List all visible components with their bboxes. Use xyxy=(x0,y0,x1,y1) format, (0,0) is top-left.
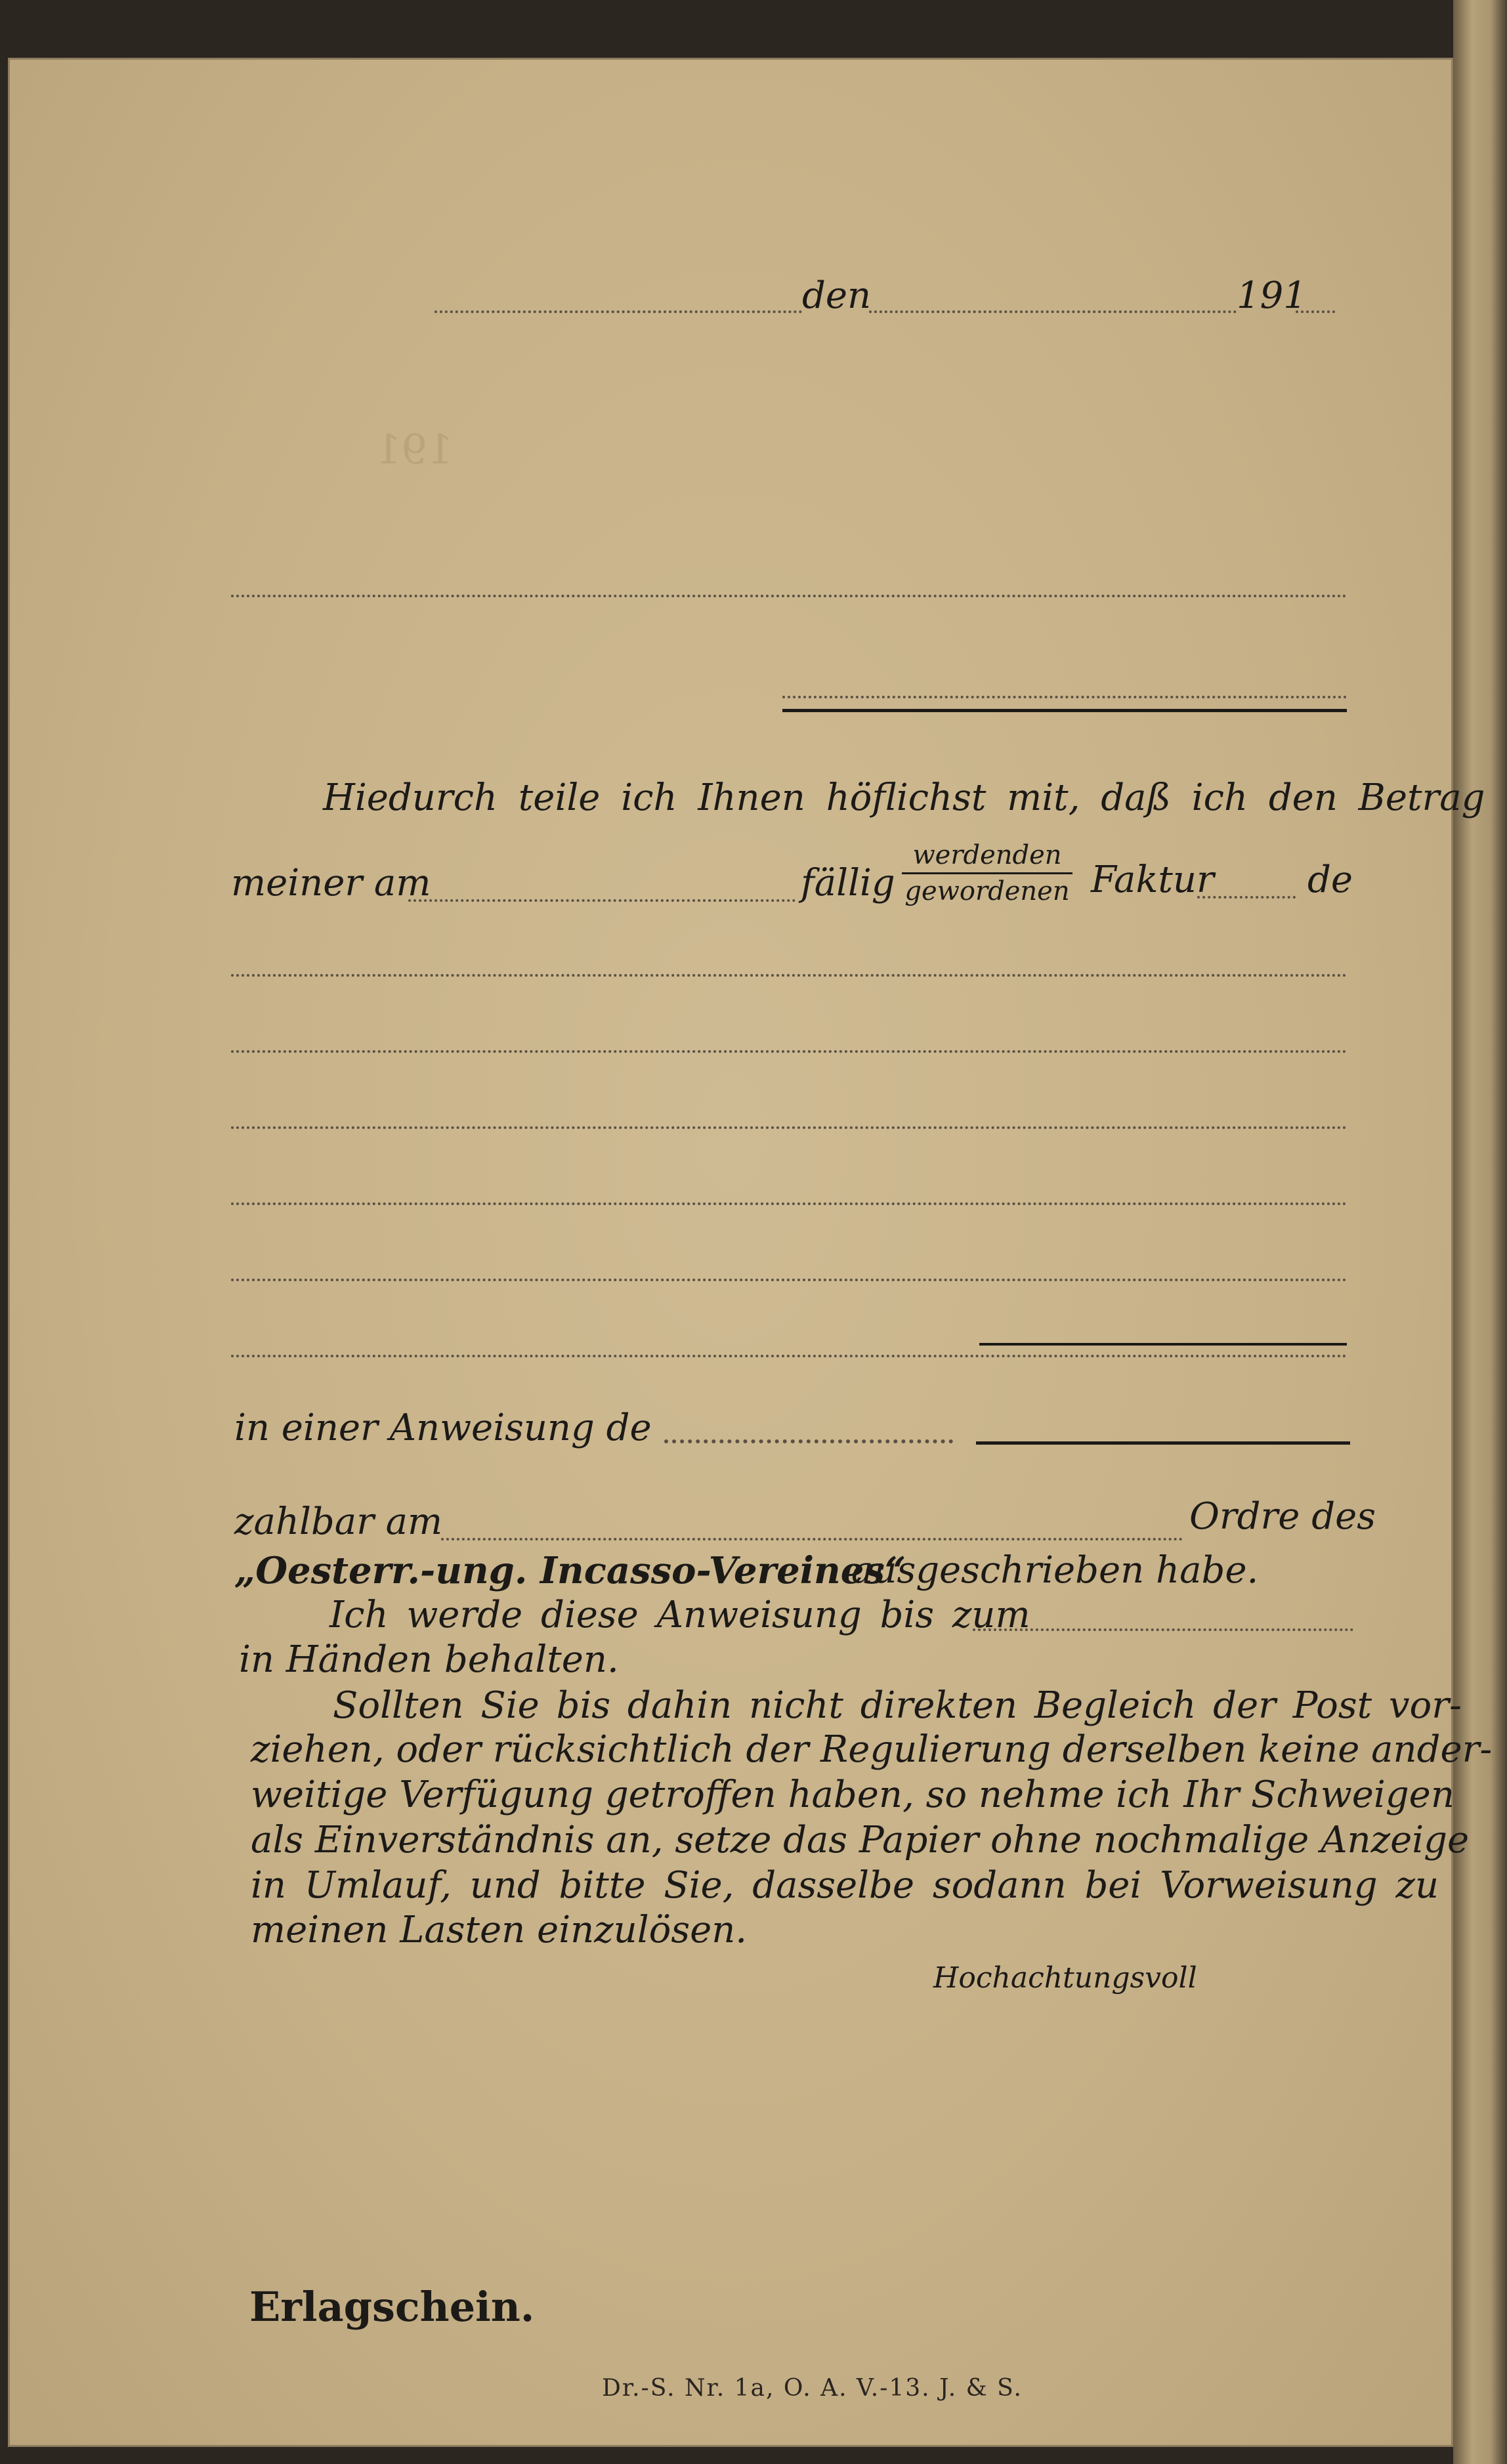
date-field[interactable] xyxy=(869,310,1237,313)
behalten-date-field[interactable] xyxy=(973,1628,1353,1631)
zahlbar-field[interactable] xyxy=(441,1538,1183,1540)
year-label: 191 xyxy=(1237,274,1307,317)
blank-line-4[interactable] xyxy=(231,1202,1347,1205)
sum-underline-1 xyxy=(979,1343,1347,1346)
behalten-end: in Händen behalten. xyxy=(239,1638,619,1681)
anweisung-amount-line[interactable] xyxy=(976,1441,1350,1445)
background-top xyxy=(0,0,1453,58)
para-line-4: als Einverständnis an, setze das Papier ohne nochmalige Anzeige xyxy=(251,1819,1470,1861)
addressee-field-2[interactable] xyxy=(782,696,1347,698)
show-through-number: 191 xyxy=(375,425,454,473)
form-sheet xyxy=(8,58,1493,2447)
erlagschein-title: Erlagschein. xyxy=(249,2283,535,2331)
anweisung-label: in einer Anweisung de xyxy=(234,1407,652,1449)
para-line-6: meinen Lasten einzulösen. xyxy=(251,1909,748,1951)
faktur-field[interactable] xyxy=(1197,896,1296,899)
fraction-bar xyxy=(902,872,1072,874)
addressee-field[interactable] xyxy=(231,595,1347,597)
anweisung-field[interactable] xyxy=(664,1439,953,1443)
para-line-3: weitige Verfügung getroffen haben, so nehme ich Ihr Schweigen xyxy=(251,1774,1454,1816)
den-label: den xyxy=(802,274,872,317)
zahlbar-label: zahlbar am xyxy=(234,1500,443,1543)
para-line-2: ziehen, oder rücksichtlich der Regulierung derselben keine ander- xyxy=(251,1728,1493,1771)
print-code: Dr.-S. Nr. 1a, O. A. V.-13. J. & S. xyxy=(602,2375,1023,2402)
intro-line: Hiedurch teile ich Ihnen höflichst mit, daß ich den Betrag xyxy=(323,776,1485,819)
ausgeschrieben-label: ausgeschrieben habe. xyxy=(851,1549,1259,1592)
ordre-label: Ordre des xyxy=(1189,1495,1376,1538)
para-line-5: in Umlauf, und bitte Sie, dasselbe sodann bei Vorweisung zu xyxy=(251,1864,1439,1907)
year-field[interactable] xyxy=(1296,310,1335,313)
fraction-top: werdenden xyxy=(912,840,1062,870)
invoice-date-field[interactable] xyxy=(408,899,796,902)
para-line-1: Sollten Sie bis dahin nicht direkten Begleich der Post vor- xyxy=(333,1684,1462,1727)
blank-line-6[interactable] xyxy=(231,1355,1347,1357)
faellig-label: fällig xyxy=(801,862,895,904)
blank-line-1[interactable] xyxy=(231,974,1347,977)
de-label: de xyxy=(1307,859,1353,901)
place-field[interactable] xyxy=(435,310,802,313)
page-edge xyxy=(1453,0,1507,2464)
werdenden-gewordenen-fraction xyxy=(902,842,1072,904)
blank-line-3[interactable] xyxy=(231,1126,1347,1129)
blank-line-2[interactable] xyxy=(231,1050,1347,1053)
verein-name: „Oesterr.-ung. Incasso-Vereines“ xyxy=(234,1549,906,1592)
addressee-underline xyxy=(782,709,1347,712)
fraction-bottom: gewordenen xyxy=(904,876,1070,906)
meiner-am-label: meiner am xyxy=(231,862,431,904)
behalten-start: Ich werde diese Anweisung bis zum xyxy=(329,1594,1030,1636)
closing-text: Hochachtungsvoll xyxy=(933,1961,1197,1995)
faktur-label: Faktur xyxy=(1091,859,1214,901)
blank-line-5[interactable] xyxy=(231,1279,1347,1281)
